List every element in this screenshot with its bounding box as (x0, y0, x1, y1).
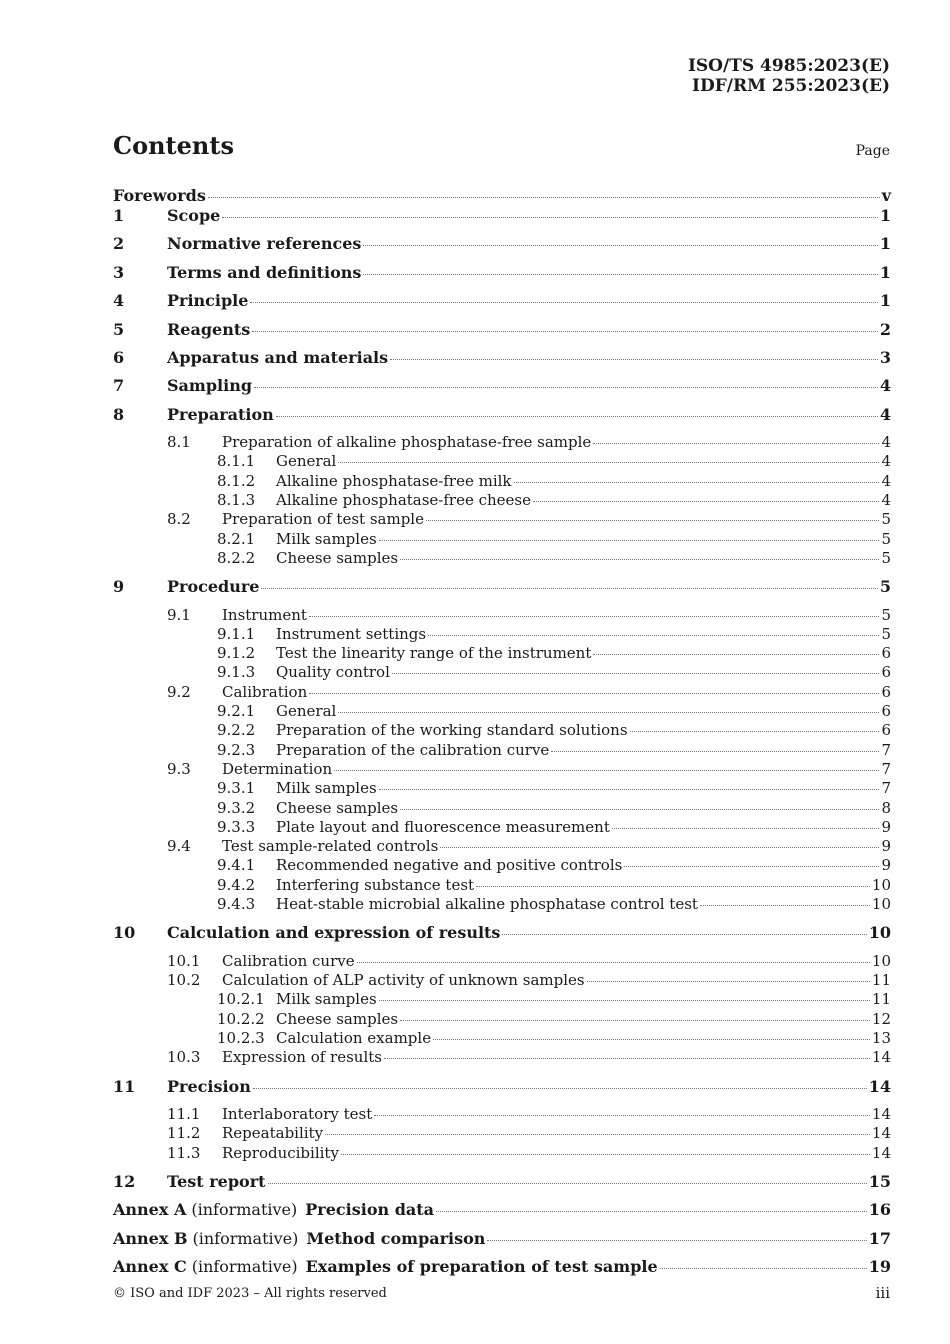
toc-entry-number: 9.3.2 (217, 798, 256, 817)
toc-entry-number: 9.4.1 (217, 856, 256, 875)
toc-entry[interactable] (113, 291, 891, 319)
toc-entry-page: 11 (871, 990, 891, 1009)
toc-entry-page: 6 (881, 644, 891, 663)
toc-entry-page: 14 (868, 1076, 891, 1096)
toc-dot-leader (587, 981, 870, 982)
toc-entry-number: 9.4.2 (217, 875, 256, 894)
toc-entry-title: Normative references (167, 234, 362, 254)
toc-entry-title: Principle (167, 291, 249, 311)
toc-entry-page: 10 (871, 875, 891, 894)
toc-entry[interactable] (113, 837, 891, 856)
toc-entry[interactable] (113, 1257, 891, 1285)
toc-entry-page: 5 (881, 510, 891, 529)
toc-entry-title: Precision (167, 1076, 251, 1096)
toc-dot-leader (222, 217, 878, 218)
toc-entry-page: 5 (881, 605, 891, 624)
toc-entry-number: 10.2 (167, 971, 201, 990)
toc-dot-leader (392, 673, 880, 674)
toc-entry[interactable] (113, 923, 891, 951)
toc-annex-label: Annex B (113, 1228, 188, 1248)
toc-entry[interactable] (113, 234, 891, 262)
toc-entry-page: v (881, 186, 891, 205)
toc-entry[interactable] (113, 779, 891, 798)
toc-entry-number: 8.1.2 (217, 471, 256, 490)
toc-entry-page: 16 (868, 1200, 891, 1220)
toc-dot-leader (433, 1039, 870, 1040)
toc-entry-title: Heat-stable microbial alkaline phosphatase control test (276, 895, 698, 914)
toc-entry-title: Plate layout and fluorescence measurement (276, 817, 610, 836)
toc-entry-number: 7 (113, 376, 125, 396)
toc-dot-leader (612, 828, 880, 829)
toc-dot-leader (268, 1183, 867, 1184)
toc-entry-page: 7 (881, 759, 891, 778)
toc-entry-number: 10 (113, 923, 136, 943)
toc-dot-leader (338, 462, 879, 463)
toc-entry-title: Milk samples (276, 529, 377, 548)
toc-entry[interactable] (113, 1200, 891, 1228)
toc-dot-leader (487, 1240, 866, 1241)
toc-entry-title: Preparation of alkaline phosphatase-free sample (222, 433, 592, 452)
toc-entry-page: 10 (871, 895, 891, 914)
toc-entry-page: 5 (879, 577, 891, 597)
toc-entry[interactable] (113, 990, 891, 1009)
toc-entry-title: Instrument (222, 605, 307, 624)
toc-entry-number: 9.1 (167, 605, 191, 624)
toc-entry-title: Interfering substance test (276, 875, 475, 894)
toc-entry[interactable] (113, 1010, 891, 1029)
toc-dot-leader (357, 962, 870, 963)
toc-entry-number: 9.3 (167, 759, 191, 778)
toc-dot-leader (334, 770, 879, 771)
toc-entry-title: Test sample-related controls (222, 837, 439, 856)
toc-entry[interactable] (113, 856, 891, 875)
toc-entry[interactable] (113, 895, 891, 914)
toc-entry[interactable] (113, 971, 891, 990)
toc-annex-informative: (informative) (191, 1200, 298, 1220)
toc-entry-number: 8.2 (167, 510, 191, 529)
toc-entry[interactable] (113, 741, 891, 760)
toc-entry[interactable] (113, 376, 891, 404)
toc-entry-title: Determination (222, 759, 333, 778)
toc-dot-leader (379, 1000, 870, 1001)
toc-entry-page: 17 (868, 1228, 891, 1248)
toc-dot-leader (374, 1115, 870, 1116)
toc-entry[interactable] (113, 1077, 891, 1105)
toc-dot-leader (253, 1088, 867, 1089)
toc-entry-number: 9 (113, 577, 125, 597)
toc-entry-number: 9.3.1 (217, 779, 256, 798)
toc-entry[interactable] (113, 206, 891, 234)
toc-entry-number: 10.2.1 (217, 990, 265, 1009)
toc-entry-page: 10 (871, 951, 891, 970)
toc-entry-page: 13 (871, 1028, 891, 1047)
toc-dot-leader (533, 501, 879, 502)
toc-entry[interactable] (113, 644, 891, 663)
toc-entry-number: 9.4 (167, 837, 191, 856)
toc-entry-number: 9.2.2 (217, 721, 256, 740)
toc-entry-title: Calibration (222, 682, 308, 701)
toc-entry-page: 6 (881, 702, 891, 721)
toc-entry-page: 1 (879, 234, 891, 254)
toc-entry-number: 10.3 (167, 1048, 201, 1067)
toc-dot-leader (309, 616, 880, 617)
toc-entry-page: 6 (881, 663, 891, 682)
toc-entry-title: Preparation of the working standard solutions (276, 721, 628, 740)
toc-entry[interactable] (113, 549, 891, 568)
toc-entry-number: 9.4.3 (217, 895, 256, 914)
toc-entry-number: 4 (113, 291, 125, 311)
toc-dot-leader (363, 274, 877, 275)
toc-entry-page: 3 (879, 347, 891, 367)
toc-entry[interactable] (113, 606, 891, 625)
toc-entry-page: 5 (881, 624, 891, 643)
toc-entry-page: 4 (879, 404, 891, 424)
toc-dot-leader (250, 302, 877, 303)
toc-entry[interactable] (113, 1172, 891, 1200)
toc-entry-number: 9.1.1 (217, 624, 256, 643)
toc-entry-number: 9.2 (167, 682, 191, 701)
toc-entry[interactable] (113, 818, 891, 837)
toc-entry-number: 11.1 (167, 1104, 201, 1123)
toc-entry-title: Test the linearity range of the instrument (276, 644, 592, 663)
toc-entry-title: Reagents (167, 319, 251, 339)
toc-entry-page: 8 (881, 798, 891, 817)
toc-entry[interactable] (113, 263, 891, 291)
toc-entry-title: Quality control (276, 663, 390, 682)
toc-entry[interactable] (113, 663, 891, 682)
toc-entry-page: 14 (871, 1048, 891, 1067)
toc-entry-title: Interlaboratory test (222, 1104, 373, 1123)
toc-entry-page: 6 (881, 682, 891, 701)
toc-entry-page: 1 (879, 291, 891, 311)
toc-dot-leader (379, 789, 880, 790)
toc-dot-leader (325, 1134, 870, 1135)
toc-entry-number: 3 (113, 262, 125, 282)
toc-entry[interactable] (113, 760, 891, 779)
toc-entry-number: 9.1.3 (217, 663, 256, 682)
toc-dot-leader (630, 731, 880, 732)
toc-entry-title: Alkaline phosphatase-free cheese (276, 491, 532, 510)
footer-copyright: © ISO and IDF 2023 – All rights reserved (113, 1286, 387, 1301)
toc-entry-page: 4 (881, 433, 891, 452)
toc-dot-leader (700, 905, 870, 906)
toc-entry-page: 14 (871, 1124, 891, 1143)
toc-dot-leader (660, 1268, 867, 1269)
toc-entry-number: 8.2.2 (217, 548, 256, 567)
toc-dot-leader (384, 1058, 870, 1059)
toc-entry-title: Reproducibility (222, 1143, 339, 1162)
toc-entry[interactable] (113, 348, 891, 376)
toc-entry-title: Terms and definitions (167, 262, 362, 282)
toc-entry-title: Calculation example (276, 1028, 432, 1047)
toc-entry-page: 14 (871, 1143, 891, 1162)
toc-entry-number: 8.1.3 (217, 491, 256, 510)
toc-entry-title: Apparatus and materials (167, 347, 389, 367)
toc-annex-label: Annex A (113, 1200, 187, 1220)
toc-dot-leader (593, 443, 879, 444)
toc-entry-page: 2 (879, 319, 891, 339)
toc-entry-page: 5 (881, 529, 891, 548)
toc-entry-page: 9 (881, 837, 891, 856)
toc-entry-number: 10.1 (167, 951, 201, 970)
toc-entry-title: General (276, 702, 337, 721)
toc-entry-page: 11 (871, 971, 891, 990)
toc-entry-title: Cheese samples (276, 798, 399, 817)
toc-dot-leader (624, 866, 879, 867)
toc-annex-label: Annex C (113, 1256, 187, 1276)
toc-dot-leader (440, 847, 879, 848)
page-title: Contents (113, 131, 234, 160)
toc-entry-title: Calculation and expression of results (167, 923, 501, 943)
toc-entry-title: Repeatability (222, 1124, 324, 1143)
footer-page-number: iii (875, 1284, 890, 1302)
toc-entry-page: 7 (881, 779, 891, 798)
toc-entry[interactable] (113, 1048, 891, 1067)
toc-entry[interactable] (113, 452, 891, 471)
toc-entry-title: Calibration curve (222, 951, 355, 970)
toc-entry-page: 14 (871, 1104, 891, 1123)
toc-entry-title: Sampling (167, 376, 253, 396)
toc-dot-leader (400, 1020, 870, 1021)
toc-entry-page: 4 (881, 452, 891, 471)
toc-entry-title: Examples of preparation of test sample (305, 1256, 658, 1276)
toc-entry-number: 8.1.1 (217, 452, 256, 471)
toc-entry[interactable] (113, 1029, 891, 1048)
toc-dot-leader (502, 934, 866, 935)
toc-entry-number: 11.3 (167, 1143, 201, 1162)
toc-entry-number: 8.1 (167, 433, 191, 452)
toc-entry[interactable] (113, 1105, 891, 1124)
toc-entry-title: Alkaline phosphatase-free milk (276, 471, 512, 490)
toc-entry-title: Cheese samples (276, 1009, 399, 1028)
toc-entry-page: 6 (881, 721, 891, 740)
toc-entry-title: Milk samples (276, 779, 377, 798)
toc-entry-number: 9.2.1 (217, 702, 256, 721)
toc-entry-number: 10.2.2 (217, 1009, 265, 1028)
table-of-contents (113, 186, 891, 1285)
toc-entry[interactable] (113, 683, 891, 702)
toc-entry-number: 2 (113, 234, 125, 254)
toc-entry-page: 7 (881, 740, 891, 759)
toc-entry-title: Instrument settings (276, 624, 427, 643)
toc-entry-title: Calculation of ALP activity of unknown samples (222, 971, 585, 990)
toc-entry[interactable] (113, 876, 891, 895)
toc-entry-number: 10.2.3 (217, 1028, 265, 1047)
toc-entry[interactable] (113, 799, 891, 818)
toc-entry[interactable] (113, 491, 891, 510)
toc-entry[interactable] (113, 510, 891, 529)
document-header (688, 56, 890, 96)
toc-entry-title: Test report (167, 1171, 266, 1191)
toc-entry-page: 4 (881, 471, 891, 490)
toc-dot-leader (426, 520, 879, 521)
toc-annex-informative: (informative) (192, 1228, 299, 1248)
toc-entry-title: Expression of results (222, 1048, 382, 1067)
header-iso-ref: ISO/TS 4985:2023(E) (687, 56, 890, 76)
toc-dot-leader (476, 886, 870, 887)
toc-entry[interactable] (113, 186, 891, 206)
toc-entry-number: 1 (113, 206, 125, 225)
toc-entry-number: 9.3.3 (217, 817, 256, 836)
toc-entry-number: 5 (113, 319, 125, 339)
toc-entry-page: 10 (868, 923, 891, 943)
toc-entry[interactable] (113, 405, 891, 433)
toc-entry[interactable] (113, 1144, 891, 1163)
toc-entry-title: Preparation of the calibration curve (276, 740, 550, 759)
toc-entry-title: Preparation of test sample (222, 510, 424, 529)
toc-entry-number: 12 (113, 1171, 136, 1191)
toc-dot-leader (514, 482, 880, 483)
toc-dot-leader (379, 540, 880, 541)
toc-dot-leader (341, 1154, 870, 1155)
toc-entry-title: Cheese samples (276, 548, 399, 567)
toc-annex-informative: (informative) (191, 1256, 298, 1276)
toc-entry[interactable] (113, 1229, 891, 1257)
toc-entry-title: Scope (167, 206, 221, 225)
toc-entry-title: General (276, 452, 337, 471)
toc-dot-leader (254, 387, 878, 388)
toc-dot-leader (593, 654, 879, 655)
toc-dot-leader (400, 809, 879, 810)
toc-entry-title: Forewords (113, 186, 206, 205)
toc-dot-leader (390, 359, 878, 360)
toc-entry-page: 1 (879, 206, 891, 225)
toc-entry[interactable] (113, 530, 891, 549)
toc-dot-leader (436, 1211, 867, 1212)
toc-entry-page: 5 (881, 548, 891, 567)
toc-entry-number: 9.2.3 (217, 740, 256, 759)
toc-entry-number: 11.2 (167, 1124, 201, 1143)
toc-entry-number: 11 (113, 1076, 136, 1096)
toc-entry-page: 1 (879, 262, 891, 282)
toc-entry[interactable] (113, 1124, 891, 1143)
toc-dot-leader (208, 197, 880, 198)
toc-entry[interactable] (113, 702, 891, 721)
toc-entry-number: 8 (113, 404, 125, 424)
toc-entry-page: 4 (881, 491, 891, 510)
toc-entry[interactable] (113, 433, 891, 452)
toc-dot-leader (400, 559, 879, 560)
toc-entry-page: 12 (871, 1009, 891, 1028)
page-column-label: Page (855, 143, 890, 159)
toc-entry[interactable] (113, 721, 891, 740)
toc-entry-page: 15 (868, 1171, 891, 1191)
toc-entry[interactable] (113, 625, 891, 644)
toc-entry-title: Milk samples (276, 990, 377, 1009)
toc-entry[interactable] (113, 320, 891, 348)
toc-dot-leader (261, 588, 877, 589)
toc-entry-page: 9 (881, 817, 891, 836)
toc-entry-number: 8.2.1 (217, 529, 256, 548)
toc-entry-number: 6 (113, 347, 125, 367)
toc-dot-leader (363, 245, 877, 246)
toc-entry[interactable] (113, 952, 891, 971)
toc-entry-title: Method comparison (306, 1228, 486, 1248)
toc-dot-leader (551, 751, 879, 752)
toc-entry[interactable] (113, 577, 891, 605)
toc-dot-leader (276, 416, 878, 417)
toc-entry-page: 19 (868, 1256, 891, 1276)
toc-dot-leader (338, 712, 879, 713)
toc-entry-number: 9.1.2 (217, 644, 256, 663)
toc-entry[interactable] (113, 472, 891, 491)
toc-entry-title: Procedure (167, 577, 260, 597)
toc-dot-leader (309, 693, 879, 694)
toc-entry-title: Preparation (167, 404, 274, 424)
toc-dot-leader (252, 331, 878, 332)
toc-entry-page: 9 (881, 856, 891, 875)
toc-entry-title: Precision data (305, 1200, 434, 1220)
header-idf-ref: IDF/RM 255:2023(E) (692, 76, 890, 96)
toc-entry-title: Recommended negative and positive controls (276, 856, 623, 875)
toc-dot-leader (428, 635, 879, 636)
toc-entry-page: 4 (879, 376, 891, 396)
